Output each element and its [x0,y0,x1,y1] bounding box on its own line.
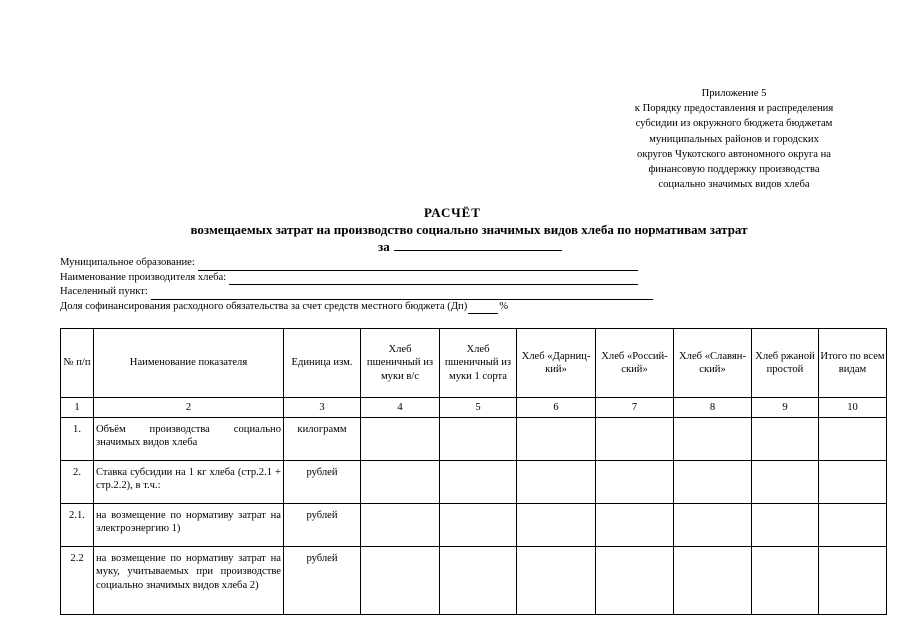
column-number: 4 [361,398,440,418]
column-number: 10 [819,398,887,418]
value-cell[interactable] [361,461,440,504]
appendix-line: Приложение 5 [701,88,767,99]
value-cell[interactable] [440,461,517,504]
column-number: 9 [752,398,819,418]
appendix-line: социально значимых видов хлеба [658,179,810,191]
period-blank[interactable] [394,239,562,251]
table-row [61,418,887,461]
header-cell: Хлеб пшеничный из муки 1 сорта [440,329,517,398]
header-cell: Наименование показателя [94,329,284,398]
value-cell[interactable] [752,504,819,547]
row-name: Объём производства социально значимых видов хлеба [94,418,284,461]
share-field [60,300,653,315]
value-cell[interactable] [440,418,517,461]
value-cell[interactable] [752,547,819,615]
appendix-block [600,86,868,192]
value-cell[interactable] [596,547,674,615]
value-cell[interactable] [440,547,517,615]
appendix-line: субсидии из окружного бюджета бюджетам [635,118,833,130]
calculation-table [60,328,887,615]
column-number: 6 [517,398,596,418]
header-cell: Хлеб «Дарниц-кий» [517,329,596,398]
column-number: 2 [94,398,284,418]
table-row [61,504,887,547]
row-number: 2. [61,461,94,504]
value-cell[interactable] [517,418,596,461]
producer-blank[interactable] [229,273,638,285]
municipality-field [60,256,653,271]
value-cell[interactable] [674,418,752,461]
value-cell[interactable] [819,547,887,615]
document-title: РАСЧЁТ [424,205,481,220]
header-cell: Хлеб «Россий-ский» [596,329,674,398]
row-name: на возмещение по нормативу затрат на электроэнергию 1) [94,504,284,547]
header-cell: № п/п [61,329,94,398]
producer-label: Наименование производителя хлеба: [60,271,227,283]
appendix-line: к Порядку предоставления и распределения [634,103,834,115]
table-row [61,461,887,504]
producer-field [60,271,653,286]
column-number-row [61,398,887,418]
header-cell: Хлеб ржаной простой [752,329,819,398]
value-cell[interactable] [752,461,819,504]
header-cell: Единица изм. [284,329,361,398]
appendix-line: муниципальных районов и городских [649,133,819,145]
locality-blank[interactable] [151,288,653,300]
value-cell[interactable] [517,461,596,504]
value-cell[interactable] [440,504,517,547]
row-number: 1. [61,418,94,461]
value-cell[interactable] [819,504,887,547]
header-cell: Хлеб «Славян-ский» [674,329,752,398]
row-name: Ставка субсидии на 1 кг хлеба (стр.2.1 + стр.2.2), в т.ч.: [94,461,284,504]
value-cell[interactable] [674,504,752,547]
row-unit: рублей [284,504,361,547]
value-cell[interactable] [361,418,440,461]
header-fields [60,256,653,314]
row-name: на возмещение по нормативу затрат на муку, учитываемых при производстве социально значимых видов хлеба 2) [94,547,284,615]
value-cell[interactable] [361,547,440,615]
value-cell[interactable] [819,418,887,461]
row-number: 2.2 [61,547,94,615]
table-header-row [61,329,887,398]
value-cell[interactable] [517,504,596,547]
value-cell[interactable] [596,461,674,504]
locality-label: Населенный пункт: [60,286,148,298]
row-unit: рублей [284,547,361,615]
value-cell[interactable] [517,547,596,615]
period-label: за [378,239,390,254]
value-cell[interactable] [361,504,440,547]
column-number: 1 [61,398,94,418]
value-cell[interactable] [819,461,887,504]
document-subtitle: возмещаемых затрат на производство социально значимых видов хлеба по нормативам затрат [190,222,748,237]
row-unit: рублей [284,461,361,504]
value-cell[interactable] [674,461,752,504]
share-suffix: % [499,300,509,312]
value-cell[interactable] [674,547,752,615]
value-cell[interactable] [596,418,674,461]
appendix-line: округов Чукотского автономного округа на [637,148,831,160]
column-number: 7 [596,398,674,418]
value-cell[interactable] [752,418,819,461]
row-unit: килограмм [284,418,361,461]
municipality-blank[interactable] [198,259,638,271]
column-number: 5 [440,398,517,418]
municipality-label: Муниципальное образование: [60,257,195,268]
period-line [378,239,562,255]
value-cell[interactable] [596,504,674,547]
appendix-line: финансовую поддержку производства [648,164,820,176]
locality-field [60,285,653,300]
column-number: 8 [674,398,752,418]
header-cell: Хлеб пшеничный из муки в/с [361,329,440,398]
header-cell: Итого по всем видам [819,329,887,398]
row-number: 2.1. [61,504,94,547]
share-blank[interactable] [468,302,498,314]
column-number: 3 [284,398,361,418]
table-row [61,547,887,615]
share-label: Доля софинансирования расходного обязательства за счет средств местного бюджета (Дп) [60,300,468,312]
